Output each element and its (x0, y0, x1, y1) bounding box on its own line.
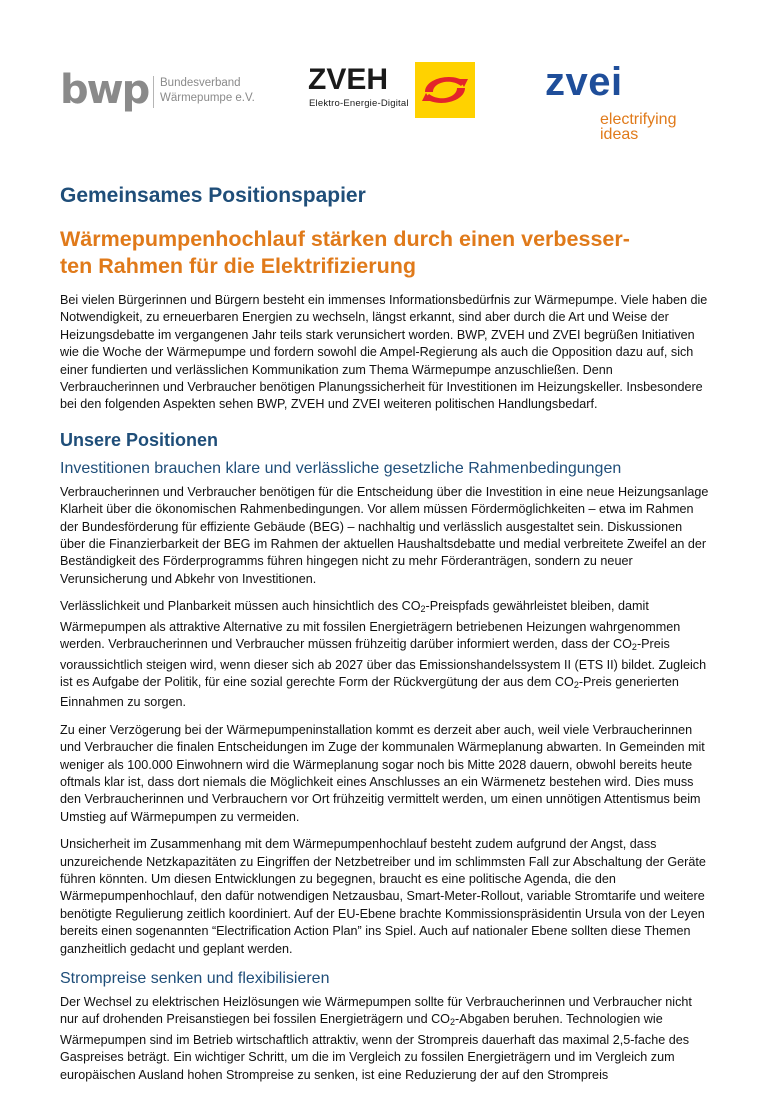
bwp-logo-text (160, 76, 255, 106)
subscript: 2 (449, 1017, 455, 1028)
paragraph-co2-preispfad (60, 598, 710, 711)
document-title-line2: ten Rahmen für die Elektrifizierung (60, 254, 416, 278)
bwp-logo-line2: Wärmepumpe e.V. (160, 92, 255, 104)
zvei-logo (545, 60, 725, 150)
zveh-logo-subtitle: Elektro-Energie-Digital (309, 98, 409, 109)
text-run: -Preispfads gewährleistet bleiben, damit Wärmepumpen als attraktive Alternative zu mit fossilen Energieträgern betriebenen Heizungen wahrgenommen werden. Verbraucherinnen und Verbraucher müssen frühzeitig darüber informiert werden, dass der CO (60, 599, 681, 652)
intro-paragraph: Bei vielen Bürgerinnen und Bürgern besteht ein immenses Informationsbedürfnis zur Wärmepumpe. Viele haben die Notwendigkeit, zu erneuerbaren Energien zu wechseln, längst erkannt, sind aber durch die Art und Weise der Heizungsdebatte im vergangenen Jahr teils stark verunsichert worden. BWP, ZVEH und ZVEI begrüßen Initiativen wie die Woche der Wärmepumpe und fordern sowohl die Ampel-Regierung als auch die Opposition dazu auf, sich einer fundierten und verlässlichen Kommunikation zum Thema Wärmepumpe anzuschließen. Denn Verbraucherinnen und Verbraucher benötigen Planungssicherheit für Investitionen im Heizungskeller. Insbesondere bei den folgenden Aspekten sehen BWP, ZVEH und ZVEI weiteren politischen Handlungsbedarf. (60, 293, 708, 412)
section-heading: Unsere Positionen (60, 429, 219, 450)
subheading-strompreise: Strompreise senken und flexibilisieren (60, 970, 330, 987)
text-run: Der Wechsel zu elektrischen Heizlösungen wie Wärmepumpen sollte für Verbraucherinnen und Verbraucher nicht nur auf drohenden Preisanstiegen bei fossilen Energieträgern und CO (60, 995, 692, 1027)
subheading-investitionen: Investitionen brauchen klare und verlässliche gesetzliche Rahmenbedingungen (60, 459, 622, 477)
subscript: 2 (420, 604, 426, 615)
zveh-logo (308, 62, 478, 124)
zvei-tagline-line2: ideas (600, 126, 639, 143)
text-run: -Preis generierten Einnahmen zu sorgen. (60, 674, 679, 710)
paragraph-strompreise (60, 994, 710, 1084)
zvei-logo-mark: zvei (545, 60, 623, 104)
document-body (60, 182, 710, 1094)
paragraph-netzkapazitaeten: Unsicherheit im Zusammenhang mit dem Wärmepumpenhochlauf besteht zudem aufgrund der Angst, dass unzureichende Netzkapazitäten zu Eingriffen der Netzbetreiber und im schlimmsten Fall zur Abschaltung der Geräte führen könnten. Um diesen Entwicklungen zu begegnen, braucht es eine politische Agenda, die den Wärmepumpenhochlauf, den dafür notwendigen Netzausbau, Smart-Meter-Rollout, variable Stromtarife und weitere benötigte Regulierung zeitlich koordiniert. Auf der EU-Ebene brachte Kommissionspräsidentin Ursula von der Leyen bereits einen sogenannten “Electrification Action Plan” ins Spiel. Auch auf nationaler Ebene sollten diese Themen ganzheitlich gedacht und geplant werden. (60, 837, 706, 956)
zveh-emblem-icon (415, 62, 475, 118)
zveh-logo-mark: ZVEH (308, 63, 389, 96)
bwp-logo (60, 67, 260, 114)
text-run: -Abgaben beruhen. Technologien wie Wärmepumpen sind im Betrieb wirtschaftlich attraktiv, wenn der Strompreis dauerhaft das maximal 2,5-fache des Gaspreises beträgt. Ein wichtiger Schritt, um die im Vergleich zu fossilen Energieträgern und im Vergleich zum europäischen Ausland hohen Strompreise zu senken, ist eine Reduzierung der auf den Strompreis (60, 1012, 690, 1082)
document-title-line1: Wärmepumpenhochlauf stärken durch einen verbesser- (60, 227, 630, 251)
bwp-logo-divider (153, 76, 154, 108)
text-run: -Preis voraussichtlich steigen wird, wenn dieser sich ab 2027 über das Emissionshandelssystem II (ETS II) bildet. Zugleich ist es Aufgabe der Politik, für eine sozial gerechte Form der Rückvergütung der aus dem CO (60, 637, 707, 689)
document-title (60, 226, 710, 280)
paragraph-foerderung: Verbraucherinnen und Verbraucher benötigen für die Entscheidung über die Investition in eine neue Heizungsanlage Klarheit über die ökonomischen Rahmenbedingungen. Vor allem müssen Fördermöglichkeiten – etwa im Rahmen der Bundesförderung für effiziente Gebäude (BEG) – nachhaltig und verlässlich ausgestaltet sein. Diskussionen über die Finanzierbarkeit der BEG im Rahmen der aktuellen Haushaltsdebatte und medial verbreitete Zweifel an der Beständigkeit des Förderprogramms führen hingegen nicht zu mehr Förderanträgen, sondern zu neuer Verunsicherung und Abkehr von Investitionen. (60, 484, 709, 586)
subscript: 2 (573, 679, 579, 690)
bwp-logo-mark: bwp (60, 67, 149, 113)
zvei-tagline-line1: electrifying (600, 111, 677, 128)
bwp-logo-line1: Bundesverband (160, 77, 241, 89)
document-kicker: Gemeinsames Positionspapier (60, 184, 366, 207)
zvei-logo-tagline (600, 112, 676, 142)
logo-bar (0, 0, 768, 150)
subscript: 2 (631, 642, 637, 653)
paragraph-waermeplanung: Zu einer Verzögerung bei der Wärmepumpeninstallation kommt es derzeit aber auch, weil viele Verbraucherinnen und Verbraucher die finalen Entscheidungen im Zuge der kommunalen Wärmeplanung abwarten. In Gemeinden mit weniger als 100.000 Einwohnern wird die Wärmeplanung sogar noch bis Mitte 2028 dauern, obwohl bereits heute oftmals klar ist, dass dort niemals die Möglichkeit eines Anschlusses an ein Wärmenetz bestehen wird. Dies muss den Verbraucherinnen und Verbrauchern vor Ort frühzeitig vermittelt werden, um einen unnötigen Attentismus beim Umstieg auf Wärmepumpen zu vermeiden. (60, 722, 705, 824)
text-run: Verlässlichkeit und Planbarkeit müssen auch hinsichtlich des CO (60, 599, 421, 614)
